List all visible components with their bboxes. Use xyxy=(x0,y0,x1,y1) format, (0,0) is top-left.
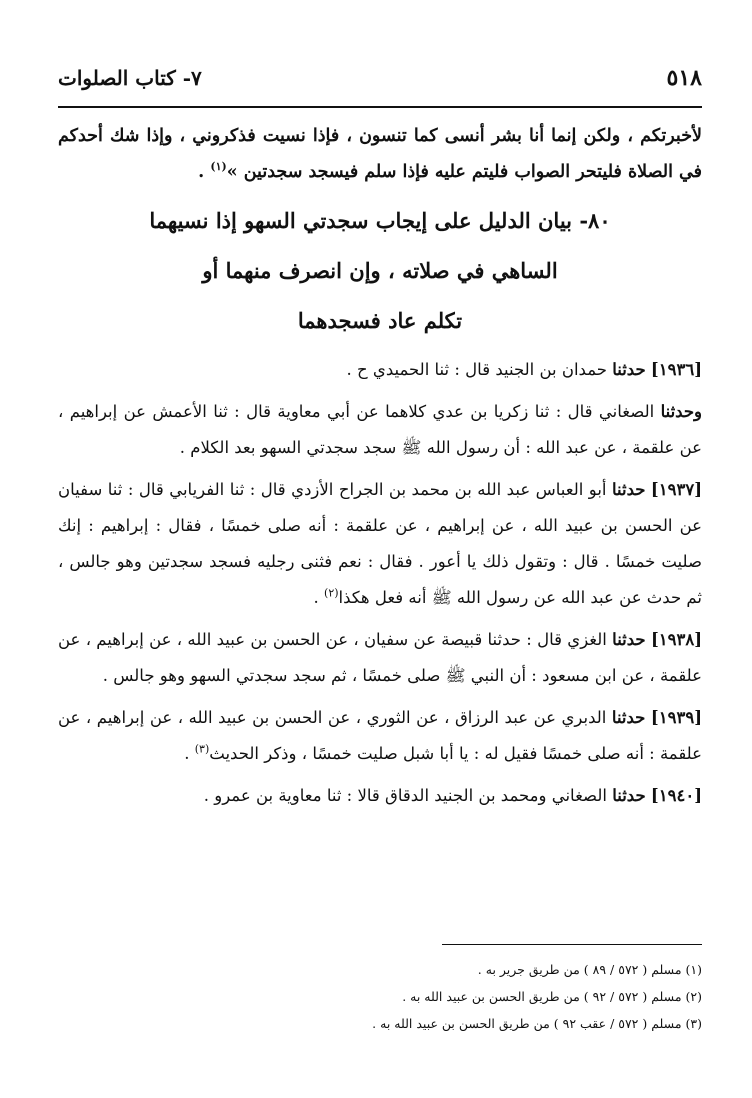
hadith-text: الغزي قال : حدثنا قبيصة عن سفيان ، عن الحسن بن عبيد الله ، عن إبراهيم ، عن علقمة ، عن ابن مسعود : أن النبي ﷺ صلى خمسًا ، ثم سجد سجدتي السهو وهو جالس . xyxy=(58,630,702,685)
hadith-text: الصغاني ومحمد بن الجنيد الدقاق قالا : ثنا معاوية بن عمرو . xyxy=(203,786,613,805)
intro-paragraph xyxy=(58,118,702,190)
footnote-3: (٣) مسلم ( ٥٧٢ / عقب ٩٢ ) من طريق الحسن بن عبيد الله به . xyxy=(372,1016,702,1031)
page-header xyxy=(58,60,702,96)
hadith-number: [١٩٤٠] xyxy=(650,786,702,805)
hadith-lead: حدثنا xyxy=(611,708,646,727)
hadith-1938 xyxy=(58,622,702,694)
hadith-1940 xyxy=(58,778,702,814)
hadith-lead: حدثنا xyxy=(612,630,646,649)
hadith-end: . xyxy=(184,744,195,763)
footnotes xyxy=(58,956,702,1037)
section-heading-line-2: الساهي في صلاته ، وإن انصرف منهما أو xyxy=(202,258,558,283)
page-body xyxy=(58,118,702,820)
hadith-text: الدبري عن عبد الرزاق ، عن الثوري ، عن الحسن بن عبيد الله ، عن إبراهيم ، عن علقمة : أنه صلى خمسًا فقيل له : يا أبا شبل صليت خمسًا ، وذكر الحديث xyxy=(58,708,702,763)
footnote-1: (١) مسلم ( ٥٧٢ / ٨٩ ) من طريق جرير به . xyxy=(477,962,702,977)
hadith-lead: حدثنا xyxy=(612,360,646,379)
hadith-end: . xyxy=(313,588,325,607)
section-heading xyxy=(58,196,702,346)
section-heading-line-3: تكلم عاد فسجدهما xyxy=(297,308,463,333)
hadith-text: حمدان بن الجنيد قال : ثنا الحميدي ح . xyxy=(346,360,613,379)
footnote-ref-1: (١) xyxy=(210,160,227,174)
section-heading-line-1: ٨٠- بيان الدليل على إيجاب سجدتي السهو إذا نسيهما xyxy=(149,208,611,233)
footnote-2: (٢) مسلم ( ٥٧٢ / ٩٢ ) من طريق الحسن بن عبيد الله به . xyxy=(402,989,702,1004)
footnote-ref-2: (٢) xyxy=(324,586,339,600)
hadith-1936-continuation xyxy=(58,394,702,466)
hadith-number: [١٩٣٩] xyxy=(650,708,702,727)
hadith-text: الصغاني قال : ثنا زكريا بن عدي كلاهما عن أبي معاوية قال : ثنا الأعمش عن إبراهيم ، عن علقمة ، عن عبد الله : أن رسول الله ﷺ سجد سجدتي السهو بعد الكلام . xyxy=(58,402,702,457)
page-number: ٥١٨ xyxy=(666,65,702,91)
header-rule xyxy=(58,106,702,108)
footnote-rule xyxy=(442,944,702,945)
footnote-ref-3: (٣) xyxy=(194,742,210,756)
hadith-1936 xyxy=(58,352,702,388)
hadith-number: [١٩٣٦] xyxy=(650,360,702,379)
hadith-text: أبو العباس عبد الله بن محمد بن الجراح الأزدي قال : ثنا الفريابي قال : ثنا سفيان عن الحسن بن عبيد الله ، عن إبراهيم ، عن علقمة : أنه صلى خمسًا ، فقال : إبراهيم : إنك صليت خمسًا . قال : وتقول ذلك يا أعور . فقال : نعم فثنى رجليه فسجد سجدتين وهو جالس ، ثم حدث عن عبد الله عن رسول الله ﷺ أنه فعل هكذا xyxy=(58,480,702,607)
intro-end: . xyxy=(198,162,211,182)
hadith-number: [١٩٣٧] xyxy=(650,480,702,499)
hadith-lead: حدثنا xyxy=(612,786,646,805)
chapter-title: ٧- كتاب الصلوات xyxy=(58,66,202,90)
hadith-1939 xyxy=(58,700,702,772)
hadith-lead: وحدثنا xyxy=(660,402,702,421)
intro-text: لأخبرتكم ، ولكن إنما أنا بشر أنسى كما تنسون ، فإذا نسيت فذكروني ، وإذا شك أحدكم في الصلاة فليتحر الصواب فليتم عليه فإذا سلم فيسجد سجدتين » xyxy=(58,126,702,182)
hadith-1937 xyxy=(58,472,702,616)
hadith-number: [١٩٣٨] xyxy=(650,630,703,649)
hadith-lead: حدثنا xyxy=(611,480,646,499)
